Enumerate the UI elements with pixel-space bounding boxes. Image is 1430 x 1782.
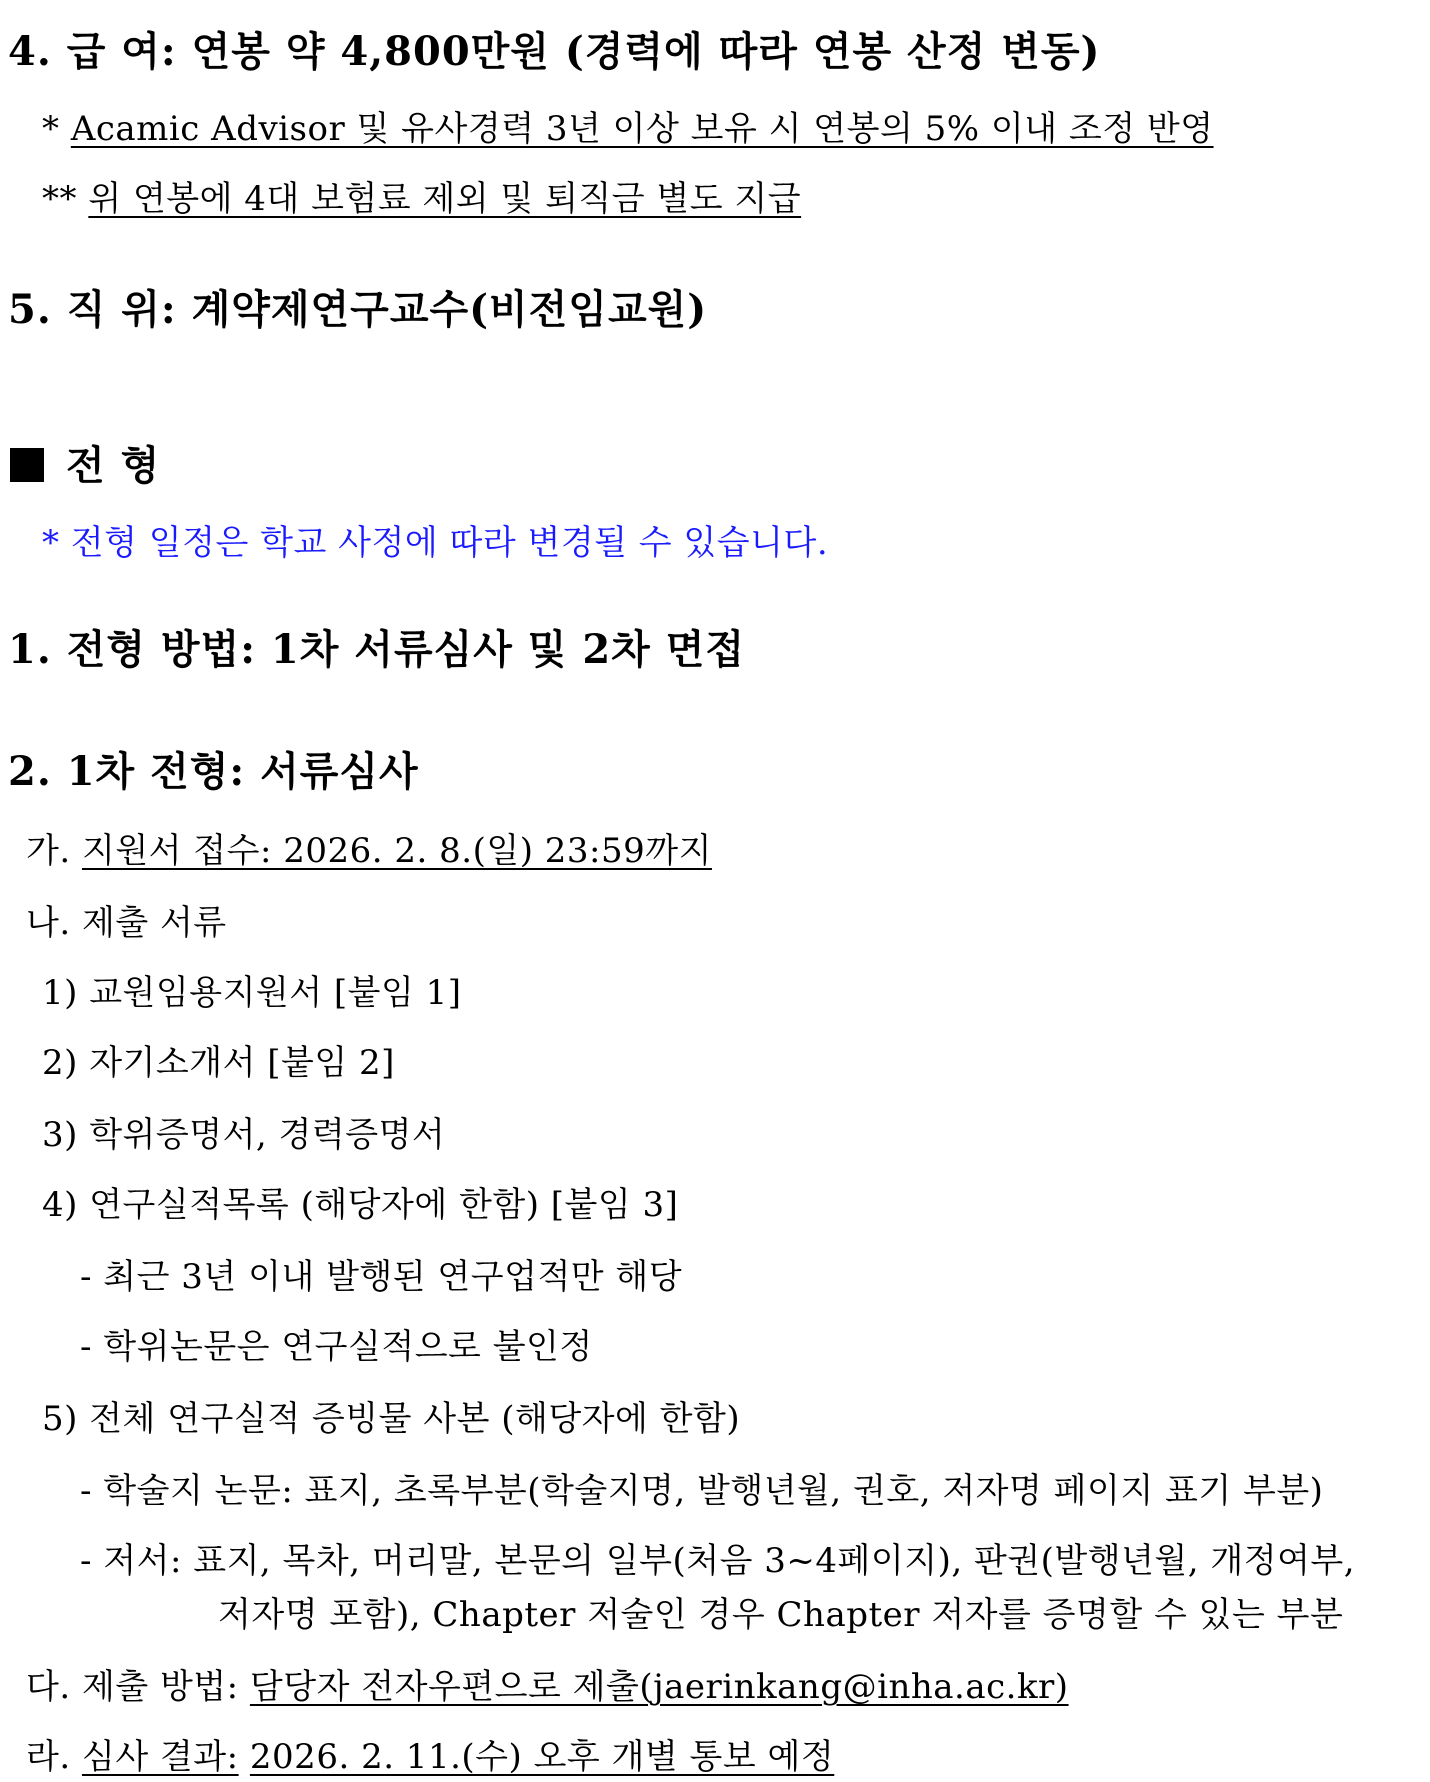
item-result (26, 1737, 835, 1777)
doc-item: 3) 학위증명서, 경력증명서 (42, 1115, 446, 1155)
item-submission-prefix: 다. (26, 1667, 71, 1707)
selection-method-number: 1. (8, 626, 52, 673)
item-documents-prefix: 나. (26, 903, 71, 943)
item-submission-value: 담당자 전자우편으로 제출(jaerinkang@inha.ac.kr) (249, 1667, 1069, 1707)
item-result-prefix: 라. (26, 1737, 71, 1777)
first-screening (8, 748, 419, 795)
doc-item: 2) 자기소개서 [붙임 2] (42, 1043, 395, 1083)
position-value: 계약제연구교수(비전임교원) (191, 286, 708, 333)
selection-method-label: 전형 방법: (66, 626, 256, 673)
salary-value: 연봉 약 4,800만원 (경력에 따라 연봉 산정 변동) (191, 28, 1101, 75)
salary-label: 급 여: (66, 28, 177, 75)
item-result-label: 심사 결과: (81, 1737, 239, 1777)
item-submission (26, 1667, 1069, 1707)
first-screening-number: 2. (8, 748, 52, 795)
salary-note-2 (42, 179, 802, 219)
doc-item: 1) 교원임용지원서 [붙임 1] (42, 973, 462, 1013)
black-square-icon (10, 448, 44, 482)
position-number: 5. (8, 286, 52, 333)
salary-note-2-text: 위 연봉에 4대 보험료 제외 및 퇴직금 별도 지급 (88, 179, 802, 219)
item-submission-label: 제출 방법: (81, 1667, 239, 1707)
selection-heading (10, 442, 161, 489)
selection-method (8, 626, 746, 673)
position-label: 직 위: (66, 286, 177, 333)
salary-note-2-prefix: ** (42, 179, 77, 219)
item-documents (26, 903, 227, 943)
selection-method-value: 1차 서류심사 및 2차 면접 (270, 626, 746, 673)
first-screening-label: 1차 전형: (66, 748, 246, 795)
doc-subitem-continued: 저자명 포함), Chapter 저술인 경우 Chapter 저자를 증명할 수 있는 부분 (218, 1595, 1344, 1635)
doc-item: 5) 전체 연구실적 증빙물 사본 (해당자에 한함) (42, 1399, 741, 1439)
selection-heading-text: 전 형 (66, 442, 161, 489)
item-result-value: 2026. 2. 11.(수) 오후 개별 통보 예정 (249, 1737, 835, 1777)
doc-subitem: - 학술지 논문: 표지, 초록부분(학술지명, 발행년월, 권호, 저자명 페이지 표기 부분) (80, 1471, 1324, 1511)
doc-subitem: - 학위논문은 연구실적으로 불인정 (80, 1327, 593, 1367)
salary-number: 4. (8, 28, 52, 75)
item-application-prefix: 가. (26, 831, 71, 871)
item-documents-text: 제출 서류 (81, 903, 227, 943)
item-application (26, 831, 712, 871)
doc-subitem: - 저서: 표지, 목차, 머리말, 본문의 일부(처음 3~4페이지), 판권(발행년월, 개정여부, (80, 1541, 1356, 1581)
salary-note-1-text: Acamic Advisor 및 유사경력 3년 이상 보유 시 연봉의 5% 이내 조정 반영 (70, 109, 1214, 149)
salary-note-1 (42, 109, 1214, 149)
position-heading (8, 286, 708, 333)
doc-item: 4) 연구실적목록 (해당자에 한함) [붙임 3] (42, 1185, 679, 1225)
first-screening-value: 서류심사 (260, 748, 419, 795)
salary-heading (8, 28, 1101, 75)
salary-note-1-prefix: * (42, 109, 60, 149)
selection-notice: * 전형 일정은 학교 사정에 따라 변경될 수 있습니다. (42, 523, 829, 563)
item-application-text: 지원서 접수: 2026. 2. 8.(일) 23:59까지 (81, 831, 712, 871)
doc-subitem: - 최근 3년 이내 발행된 연구업적만 해당 (80, 1257, 683, 1297)
